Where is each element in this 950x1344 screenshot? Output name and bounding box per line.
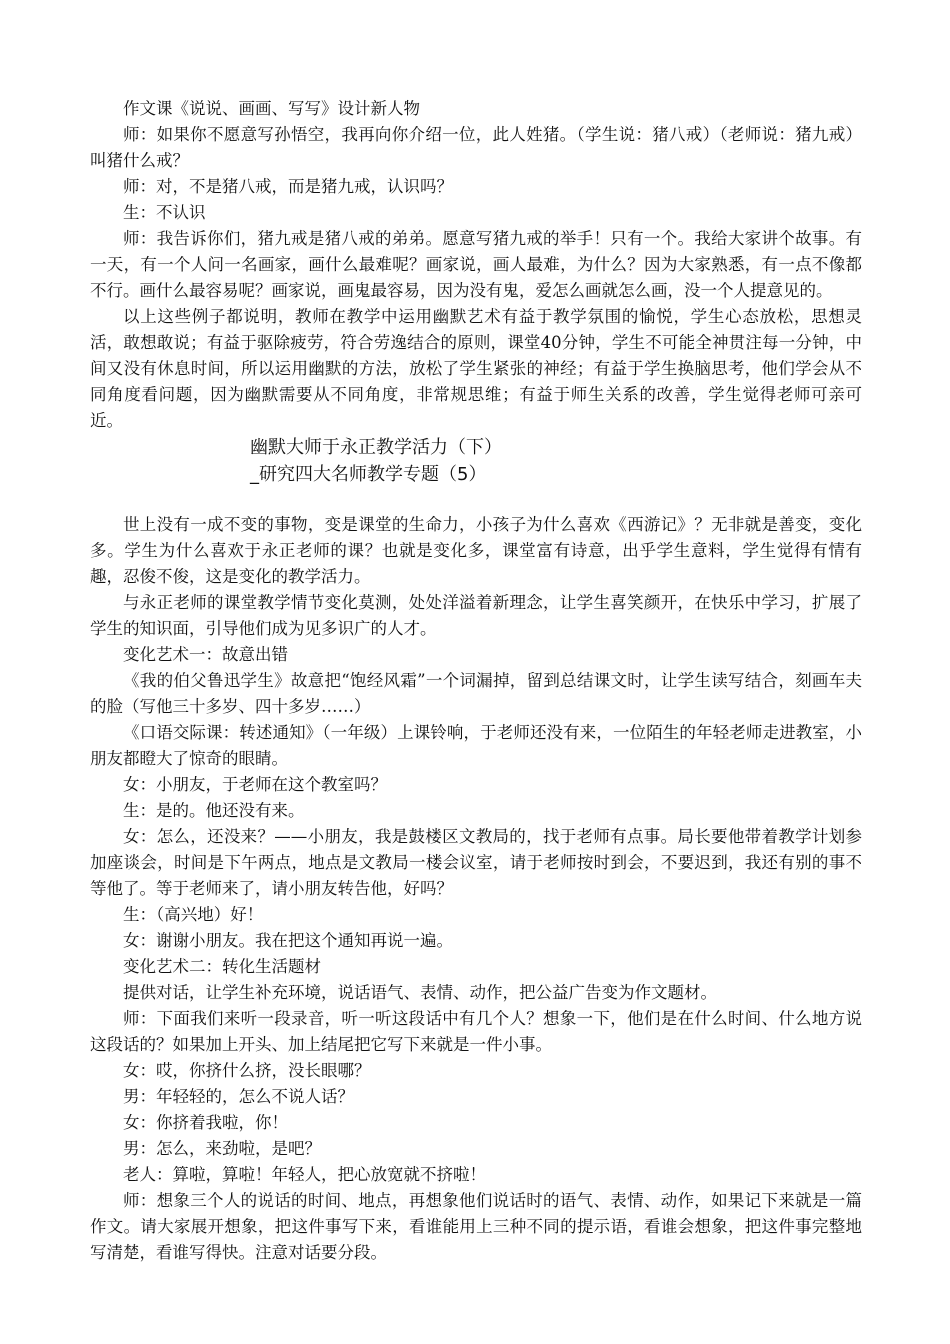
dialogue-line: 男：怎么，来劲啦，是吧？ [123, 1139, 321, 1158]
spacer [90, 488, 862, 512]
subheading: 变化艺术二：转化生活题材 [123, 957, 321, 976]
paragraph: 师：下面我们来听一段录音，听一听这段话中有几个人？想象一下，他们是在什么时间、什么地方说这段话的？如果加上开头、加上结尾把它写下来就是一件小事。 [90, 1009, 862, 1054]
dialogue-line: 男：年轻轻的，怎么不说人话？ [123, 1087, 354, 1106]
dialogue-line: 生：（高兴地）好！ [123, 905, 264, 924]
paragraph: 《口语交际课：转述通知》（一年级）上课铃响，于老师还没有来，一位陌生的年轻老师走进教室，小朋友都瞪大了惊奇的眼睛。 [90, 723, 862, 768]
title-line-2: _研究四大名师教学专题（5） [250, 464, 487, 485]
document-title [90, 434, 862, 488]
paragraph: 师：我告诉你们，猪九戒是猪八戒的弟弟。愿意写猪九戒的举手！只有一个。我给大家讲个故事。有一天，有一个人问一名画家，画什么最难呢？画家说，画人最难，为什么？因为大家熟悉，有一点不像都不行。画什么最容易呢？画家说，画鬼最容易，因为没有鬼，爱怎么画就怎么画，没一个人提意见的。 [90, 229, 862, 300]
title-line-1: 幽默大师于永正教学活力（下） [250, 437, 502, 458]
section-humor-examples [90, 96, 862, 434]
dialogue-line: 生：是的。他还没有来。 [123, 801, 305, 820]
subheading: 变化艺术一：故意出错 [123, 645, 288, 664]
paragraph: 以上这些例子都说明，教师在教学中运用幽默艺术有益于教学氛围的愉悦，学生心态放松，思想灵活，敢想敢说；有益于驱除疲劳，符合劳逸结合的原则，课堂40分钟，学生不可能全神贯注每一分钟，中间又没有休息时间，所以运用幽默的方法，放松了学生紧张的神经；有益于学生换脑思考，他们学会从不同角度看问题，因为幽默需要从不同角度，非常规思维；有益于师生关系的改善，学生觉得老师可亲可近。 [90, 307, 862, 430]
dialogue-line: 老人：算啦，算啦！年轻人，把心放宽就不挤啦！ [123, 1165, 486, 1184]
section-teaching-vitality [90, 512, 862, 1266]
paragraph: 师：想象三个人的说话的时间、地点，再想象他们说话时的语气、表情、动作，如果记下来就是一篇作文。请大家展开想象，把这件事写下来，看谁能用上三种不同的提示语，看谁会想象，把这件事完整地写清楚，看谁写得快。注意对话要分段。 [90, 1191, 862, 1262]
paragraph: 师：如果你不愿意写孙悟空，我再向你介绍一位，此人姓猪。（学生说：猪八戒）（老师说：猪九戒）叫猪什么戒？ [90, 125, 862, 170]
paragraph: 提供对话，让学生补充环境，说话语气、表情、动作，把公益广告变为作文题材。 [123, 983, 717, 1002]
dialogue-line: 女：小朋友，于老师在这个教室吗？ [123, 775, 387, 794]
paragraph: 与永正老师的课堂教学情节变化莫测，处处洋溢着新理念，让学生喜笑颜开，在快乐中学习，扩展了学生的知识面，引导他们成为见多识广的人才。 [90, 593, 862, 638]
paragraph: 世上没有一成不变的事物，变是课堂的生命力，小孩子为什么喜欢《西游记》？无非就是善变，变化多。学生为什么喜欢于永正老师的课？也就是变化多，课堂富有诗意，出乎学生意料，学生觉得有情有趣，忍俊不俊，这是变化的教学活力。 [90, 515, 862, 586]
paragraph: 师：对，不是猪八戒，而是猪九戒，认识吗？ [123, 177, 453, 196]
paragraph: 生：不认识 [123, 203, 206, 222]
dialogue-line: 女：哎，你挤什么挤，没长眼哪？ [123, 1061, 371, 1080]
dialogue-line: 女：怎么，还没来？——小朋友，我是鼓楼区文教局的，找于老师有点事。局长要他带着教学计划参加座谈会，时间是下午两点，地点是文教局一楼会议室，请于老师按时到会，不要迟到，我还有别的事不等他了。等于老师来了，请小朋友转告他，好吗？ [90, 827, 862, 898]
document-page [90, 96, 862, 1266]
paragraph: 《我的伯父鲁迅学生》故意把“饱经风霜”一个词漏掉，留到总结课文时，让学生读写结合，刻画车夫的脸（写他三十多岁、四十多岁……） [90, 671, 862, 716]
dialogue-line: 女：谢谢小朋友。我在把这个通知再说一遍。 [123, 931, 453, 950]
paragraph: 作文课《说说、画画、写写》设计新人物 [123, 99, 420, 118]
dialogue-line: 女：你挤着我啦，你！ [123, 1113, 288, 1132]
